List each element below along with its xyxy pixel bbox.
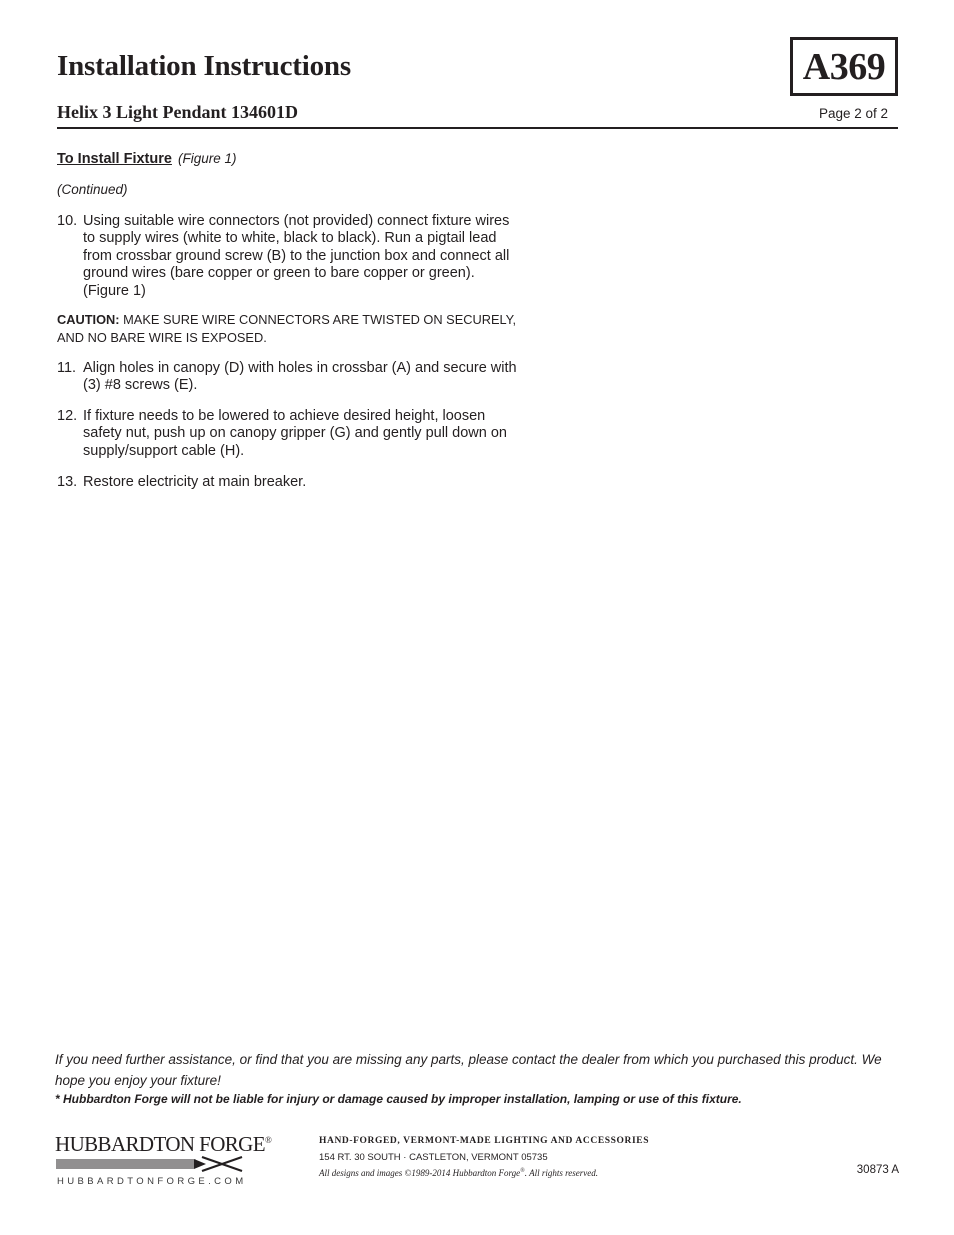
continued-note: (Continued) xyxy=(57,182,128,197)
liability-disclaimer: * Hubbardton Forge will not be liable for injury or damage caused by improper installation, lamping or use of this fixture. xyxy=(55,1092,742,1106)
forged-bar-icon xyxy=(56,1155,246,1175)
step-text: Align holes in canopy (D) with holes in crossbar (A) and secure with (3) #8 screws (E). xyxy=(83,360,517,394)
caution-label: CAUTION: xyxy=(57,312,120,327)
caution-note xyxy=(57,311,527,347)
document-title: Installation Instructions xyxy=(57,50,351,82)
assistance-note: If you need further assistance, or find that you are missing any parts, please contact the dealer from which you purchased this product. We hope you enjoy your fixture! xyxy=(55,1052,882,1088)
product-name: Helix 3 Light Pendant 134601D xyxy=(57,102,299,122)
figure-reference: (Figure 1) xyxy=(177,151,237,166)
copyright-notice: All designs and images ©1989-2014 Hubbardton Forge®. All rights reserved. xyxy=(319,1168,598,1178)
page-number: Page 2 of 2 xyxy=(818,106,888,121)
step-12 xyxy=(57,408,517,460)
document-number: 30873 A xyxy=(856,1164,899,1176)
header-divider xyxy=(57,127,898,129)
section-heading xyxy=(57,151,236,167)
caution-text: MAKE SURE WIRE CONNECTORS ARE TWISTED ON SECURELY, AND NO BARE WIRE IS EXPOSED. xyxy=(57,312,517,345)
instruction-code-badge xyxy=(790,37,898,96)
company-tagline: HAND-FORGED, VERMONT-MADE LIGHTING AND ACCESSORIES xyxy=(319,1136,650,1146)
step-11 xyxy=(57,360,517,395)
step-10 xyxy=(57,213,517,300)
step-13 xyxy=(57,474,517,491)
hubbardton-forge-logo xyxy=(55,1132,272,1174)
step-number: 11. xyxy=(57,360,77,376)
step-number: 10. xyxy=(57,213,78,229)
company-address: 154 RT. 30 SOUTH · CASTLETON, VERMONT 05735 xyxy=(319,1152,548,1163)
step-number: 13. xyxy=(57,474,78,490)
instruction-code: A369 xyxy=(802,45,886,88)
logo-wordmark: HUBBARDTON FORGE® xyxy=(55,1132,272,1156)
step-text: If fixture needs to be lowered to achieve desired height, loosen safety nut, push up on canopy gripper (G) and gently pull down on supply/support cable (H). xyxy=(83,408,507,459)
step-text: Restore electricity at main breaker. xyxy=(83,474,307,490)
section-title: To Install Fixture xyxy=(57,151,172,167)
website-url: HUBBARDTONFORGE.COM xyxy=(57,1176,247,1187)
step-number: 12. xyxy=(57,408,78,424)
step-text: Using suitable wire connectors (not provided) connect fixture wires to supply wires (white to white, black to black). Run a pigtail lead from crossbar ground screw (B) to the junction box and connect all ground wires (bare copper or green to bare copper or green). (Figure 1) xyxy=(83,213,510,299)
